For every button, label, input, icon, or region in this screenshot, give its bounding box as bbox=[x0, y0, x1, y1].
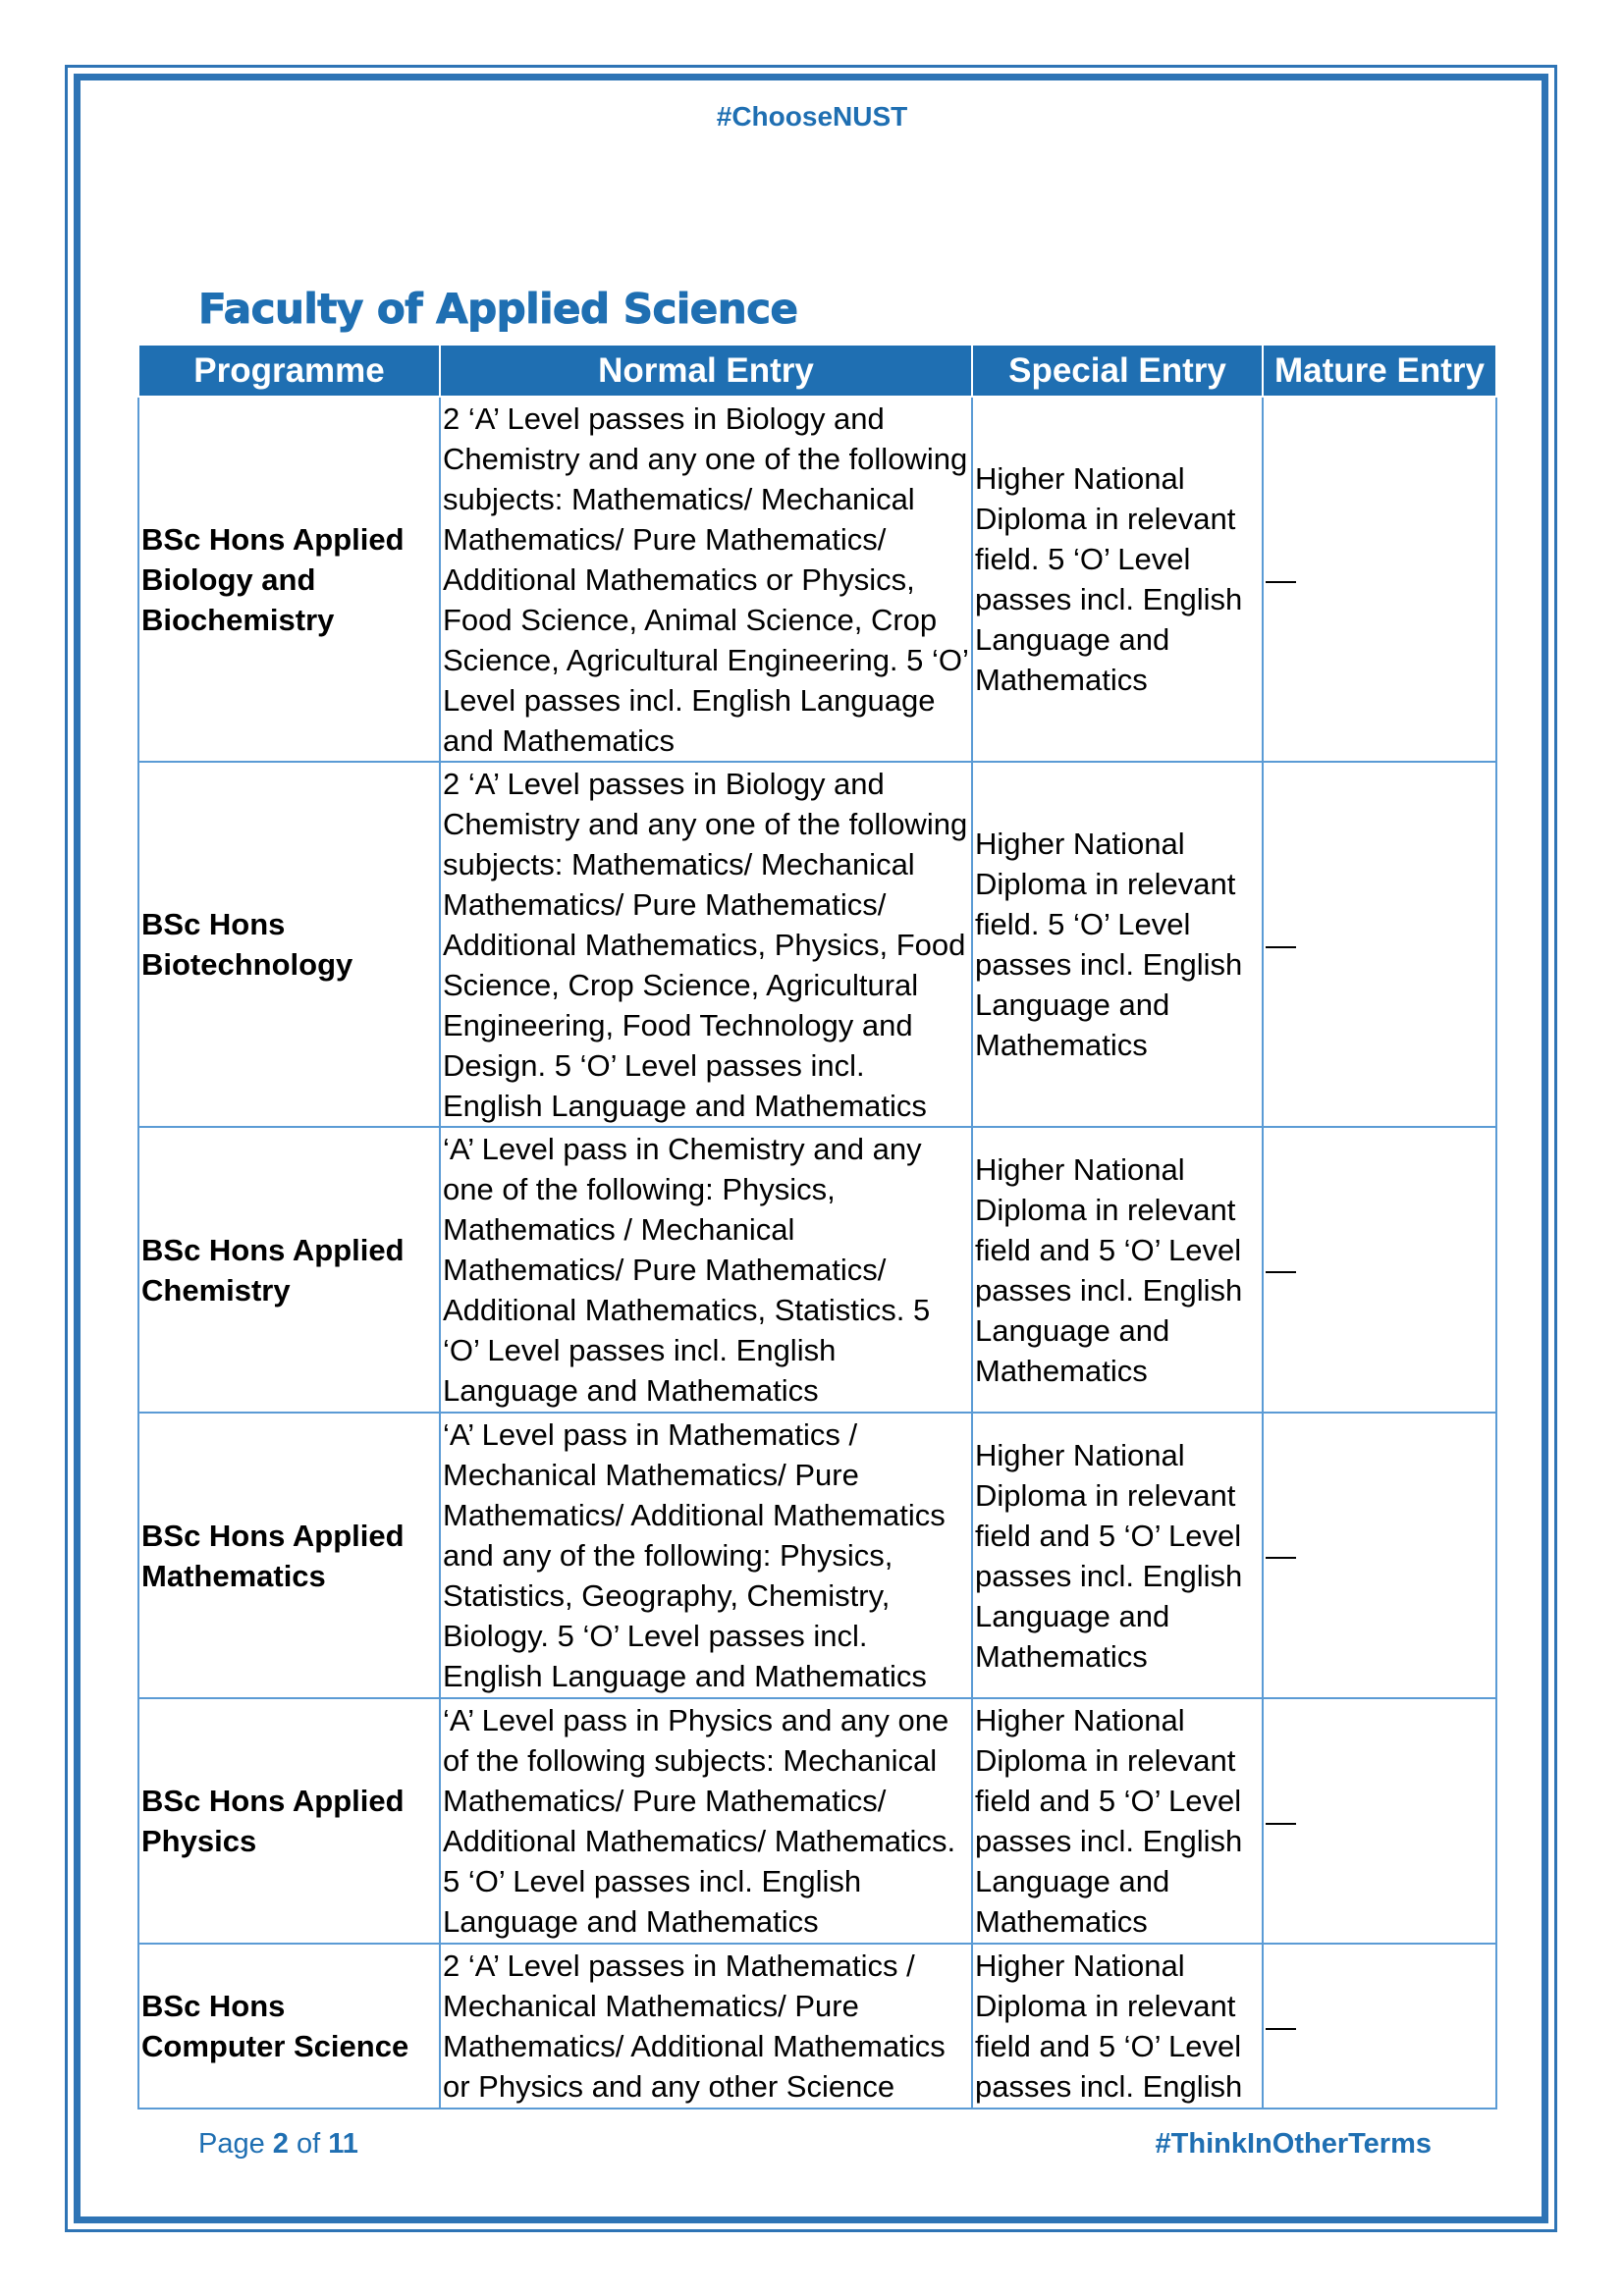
programme-cell: BSc Hons Biotechnology bbox=[138, 762, 440, 1127]
programme-cell: BSc Hons Applied Physics bbox=[138, 1698, 440, 1944]
page-number bbox=[198, 2128, 358, 2161]
special-entry-cell: Higher National Diploma in relevant field. 5 ‘O’ Level passes incl. English Language and Mathematics bbox=[972, 397, 1263, 762]
table-header-row bbox=[138, 346, 1496, 397]
mature-entry-cell: — bbox=[1263, 1698, 1496, 1944]
programme-cell: BSc Hons Applied Biology and Biochemistry bbox=[138, 397, 440, 762]
mature-entry-cell: — bbox=[1263, 1944, 1496, 2109]
table-row bbox=[138, 1413, 1496, 1698]
mature-entry-cell: — bbox=[1263, 762, 1496, 1127]
normal-entry-cell: 2 ‘A’ Level passes in Biology and Chemistry and any one of the following subjects: Mathematics/ Mechanical Mathematics/ Pure Mathematics/ Additional Mathematics, Physics, Food Science, Crop Science, Agricultural Engineering, Food Technology and Design. 5 ‘O’ Level passes incl. English Language and Mathematics bbox=[440, 762, 972, 1127]
column-header-programme: Programme bbox=[138, 346, 440, 397]
table-row bbox=[138, 1944, 1496, 2109]
normal-entry-cell: ‘A’ Level pass in Physics and any one of the following subjects: Mechanical Mathematics/ Pure Mathematics/ Additional Mathematics/ Mathematics. 5 ‘O’ Level passes incl. English Language and Mathematics bbox=[440, 1698, 972, 1944]
special-entry-cell: Higher National Diploma in relevant field. 5 ‘O’ Level passes incl. English Language and Mathematics bbox=[972, 762, 1263, 1127]
normal-entry-cell: ‘A’ Level pass in Mathematics / Mechanical Mathematics/ Pure Mathematics/ Additional Mathematics and any of the following: Physics, Statistics, Geography, Chemistry, Biology. 5 ‘O’ Level passes incl. English Language and Mathematics bbox=[440, 1413, 972, 1698]
mature-entry-cell: — bbox=[1263, 397, 1496, 762]
special-entry-cell: Higher National Diploma in relevant field and 5 ‘O’ Level passes incl. English Language and Mathematics bbox=[972, 1413, 1263, 1698]
page-of: of bbox=[297, 2128, 321, 2160]
table-row bbox=[138, 397, 1496, 762]
mature-entry-cell: — bbox=[1263, 1127, 1496, 1413]
table-row bbox=[138, 1127, 1496, 1413]
special-entry-cell: Higher National Diploma in relevant field and 5 ‘O’ Level passes incl. English Language and Mathematics bbox=[972, 1698, 1263, 1944]
entry-requirements-table bbox=[137, 346, 1497, 2109]
page-title: Faculty of Applied Science bbox=[198, 285, 798, 333]
programme-cell: BSc Hons Applied Mathematics bbox=[138, 1413, 440, 1698]
normal-entry-cell: ‘A’ Level pass in Chemistry and any one of the following: Physics, Mathematics / Mechanical Mathematics/ Pure Mathematics/ Additional Mathematics, Statistics. 5 ‘O’ Level passes incl. English Language and Mathematics bbox=[440, 1127, 972, 1413]
special-entry-cell: Higher National Diploma in relevant field and 5 ‘O’ Level passes incl. English bbox=[972, 1944, 1263, 2109]
table-row bbox=[138, 762, 1496, 1127]
page-prefix: Page bbox=[198, 2128, 265, 2160]
column-header-normal-entry: Normal Entry bbox=[440, 346, 972, 397]
programme-cell: BSc Hons Computer Science bbox=[138, 1944, 440, 2109]
normal-entry-cell: 2 ‘A’ Level passes in Biology and Chemistry and any one of the following subjects: Mathematics/ Mechanical Mathematics/ Pure Mathematics/ Additional Mathematics or Physics, Food Science, Animal Science, Crop Science, Agricultural Engineering. 5 ‘O’ Level passes incl. English Language and Mathematics bbox=[440, 397, 972, 762]
programme-cell: BSc Hons Applied Chemistry bbox=[138, 1127, 440, 1413]
normal-entry-cell: 2 ‘A’ Level passes in Mathematics / Mechanical Mathematics/ Pure Mathematics/ Additional Mathematics or Physics and any other Science bbox=[440, 1944, 972, 2109]
column-header-special-entry: Special Entry bbox=[972, 346, 1263, 397]
column-header-mature-entry: Mature Entry bbox=[1263, 346, 1496, 397]
footer-hashtag: #ThinkInOtherTerms bbox=[1155, 2128, 1432, 2160]
header-hashtag: #ChooseNUST bbox=[716, 101, 908, 132]
page-total: 11 bbox=[328, 2128, 358, 2160]
page-current: 2 bbox=[272, 2128, 289, 2160]
mature-entry-cell: — bbox=[1263, 1413, 1496, 1698]
table-row bbox=[138, 1698, 1496, 1944]
special-entry-cell: Higher National Diploma in relevant field and 5 ‘O’ Level passes incl. English Language and Mathematics bbox=[972, 1127, 1263, 1413]
